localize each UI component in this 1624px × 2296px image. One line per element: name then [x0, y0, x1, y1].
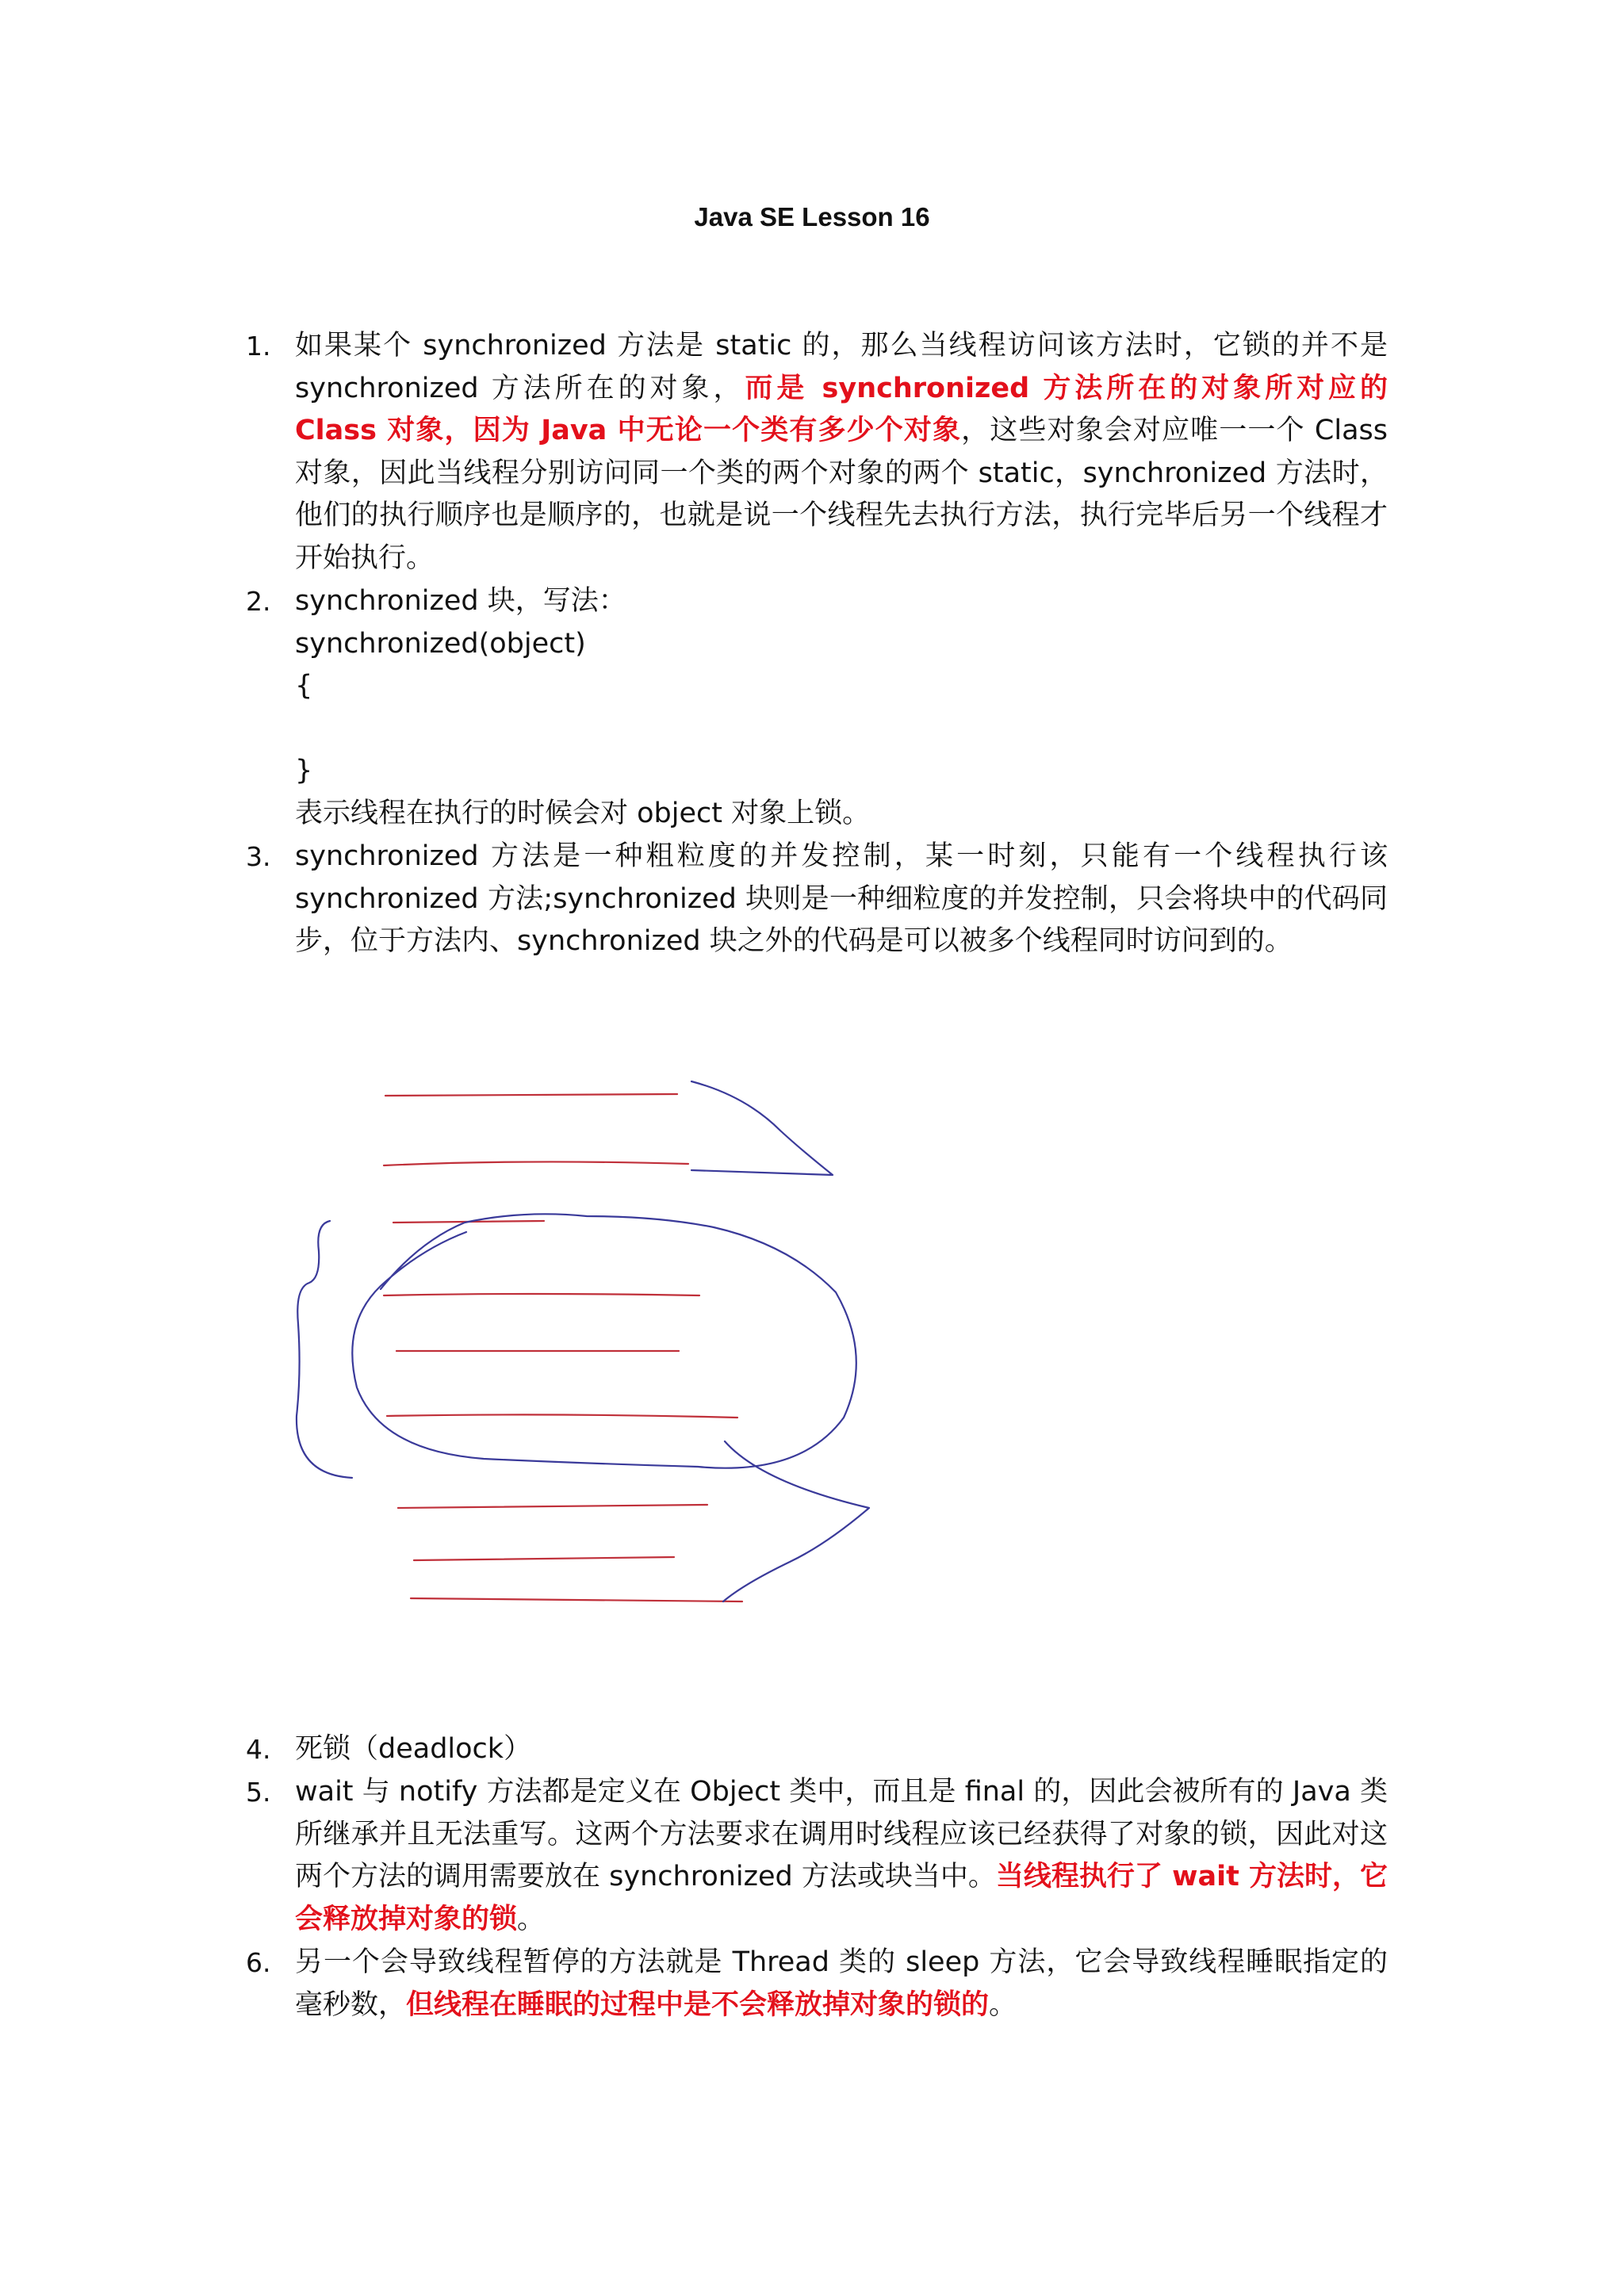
red-line	[411, 1598, 742, 1601]
text-line: synchronized 块，写法：	[295, 585, 626, 617]
red-line	[398, 1505, 707, 1508]
list-item-text	[295, 836, 1388, 963]
text-run: wait 与 notify 方法都是定义在 Object 类中，而且是 final 的，因此会被所有的 Java 类所继承并且无法重写。这两个方法要求在调用时线程应该已经获得了对象的锁，因此对这两个方法的调用需要放在 synchronized 方法或块当中。	[295, 1776, 1388, 1893]
red-line	[414, 1557, 674, 1560]
text-run: 。	[517, 1903, 546, 1935]
text-run: 另一个会导致线程暂停的方法就是 Thread 类的 sleep 方法，它会导致线程睡眠指定的毫秒数，	[295, 1946, 1388, 2021]
red-line	[387, 1414, 737, 1418]
arrowhead-upper	[691, 1081, 833, 1175]
code-line: {	[295, 670, 313, 702]
list-number: 1.	[246, 331, 271, 362]
highlight-text: 但线程在睡眠的过程中是不会释放掉对象的锁的	[406, 1988, 990, 2021]
left-bracket	[297, 1221, 352, 1478]
text-run: 如果某个 synchronized 方法是 static 的，那么当线程访问该方法时，它锁的并不是 synchronized 方法所在的对象，	[295, 330, 1388, 404]
text-line: 表示线程在执行的时候会对 object 对象上锁。	[295, 797, 871, 829]
red-line	[384, 1294, 699, 1295]
list-item-text	[295, 325, 1388, 580]
blank-line	[295, 708, 1388, 751]
list-number: 6.	[246, 1947, 271, 1978]
list-item-text	[295, 1728, 1388, 1771]
list-number: 4.	[246, 1734, 271, 1765]
arrowhead-lower	[723, 1441, 869, 1601]
list-item-text	[295, 1771, 1388, 1941]
text-run: 。	[989, 1988, 1017, 2021]
code-block-description	[295, 580, 1388, 836]
code-line: synchronized(object)	[295, 627, 586, 660]
loop-oval	[352, 1214, 856, 1468]
text-run: 死锁（deadlock）	[295, 1733, 532, 1765]
list-number: 3.	[246, 841, 271, 872]
highlight-text: 当线程执行了 wait 方法时，它会释放掉对象的锁	[295, 1861, 1388, 1935]
page-title: Java SE Lesson 16	[694, 202, 930, 232]
text-run: synchronized 方法是一种粗粒度的并发控制，某一时刻，只能有一个线程执行该 synchronized 方法;synchronized 块则是一种细粒度的并发控制，只会将块中的代码同步，位于方法内、synchronized 块之外的代码是可以被多个线程同时访问到的。	[295, 840, 1388, 958]
list-number: 5.	[246, 1777, 271, 1808]
thread-sketch	[285, 1054, 920, 1673]
highlight-text: 而是 synchronized 方法所在的对象所对应的 Class 对象，因为 Java 中无论一个类有多少个对象	[295, 372, 1388, 447]
code-line: }	[295, 755, 313, 787]
red-line	[384, 1161, 688, 1165]
list-number: 2.	[246, 586, 271, 617]
list-item-text	[295, 1942, 1388, 2026]
text-run: ，这些对象会对应唯一一个 Class 对象，因此当线程分别访问同一个类的两个对象的两个 static，synchronized 方法时，他们的执行顺序也是顺序的，也就是说一个线程先去执行方法，执行完毕后另一个线程才开始执行。	[295, 415, 1388, 574]
thread-sketch-figure	[285, 1054, 920, 1673]
red-line	[385, 1094, 677, 1096]
